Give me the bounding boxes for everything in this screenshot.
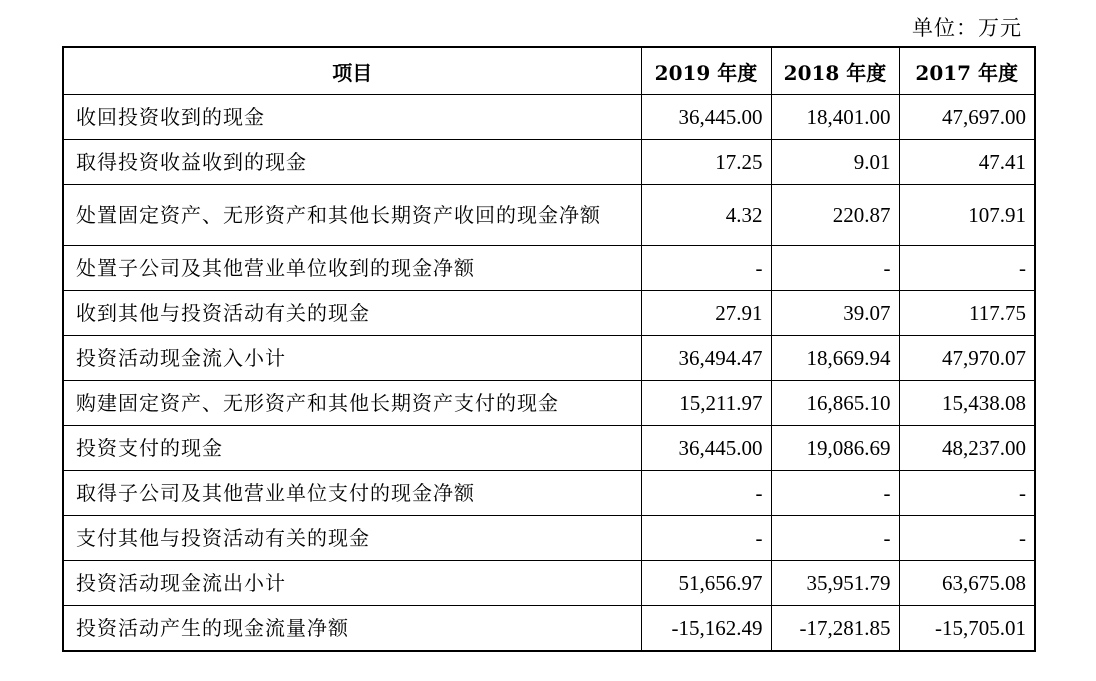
table-row [63,140,1035,185]
row-label: 收回投资收到的现金 [63,95,641,140]
value-2019: 36,494.47 [641,336,771,381]
row-label: 取得投资收益收到的现金 [63,140,641,185]
row-label: 投资支付的现金 [63,426,641,471]
value-2019: 15,211.97 [641,381,771,426]
row-label: 处置子公司及其他营业单位收到的现金净额 [63,246,641,291]
value-2019: 17.25 [641,140,771,185]
value-2018: 9.01 [771,140,899,185]
table-row [63,246,1035,291]
row-label: 投资活动现金流入小计 [63,336,641,381]
value-2017: 117.75 [899,291,1035,336]
header-item: 项目 [63,47,641,95]
value-2019: 51,656.97 [641,561,771,606]
value-2017: 63,675.08 [899,561,1035,606]
table-row [63,606,1035,652]
table-row [63,516,1035,561]
value-2017: 107.91 [899,185,1035,246]
row-label: 投资活动现金流出小计 [63,561,641,606]
table-row [63,381,1035,426]
value-2017: 47,970.07 [899,336,1035,381]
row-label: 收到其他与投资活动有关的现金 [63,291,641,336]
value-2019: -15,162.49 [641,606,771,652]
table-row [63,471,1035,516]
row-label: 投资活动产生的现金流量净额 [63,606,641,652]
value-2019: - [641,516,771,561]
value-2018: - [771,246,899,291]
value-2017: 15,438.08 [899,381,1035,426]
value-2018: 16,865.10 [771,381,899,426]
value-2017: - [899,471,1035,516]
value-2018: 35,951.79 [771,561,899,606]
header-year-2017: 2017 年度 [899,47,1035,95]
value-2018: -17,281.85 [771,606,899,652]
unit-label: 单位：万元 [912,16,1022,40]
value-2019: 36,445.00 [641,426,771,471]
value-2019: 27.91 [641,291,771,336]
value-2017: 48,237.00 [899,426,1035,471]
value-2018: 39.07 [771,291,899,336]
value-2019: - [641,246,771,291]
value-2018: - [771,516,899,561]
row-label: 支付其他与投资活动有关的现金 [63,516,641,561]
table-row [63,185,1035,246]
table-header-row [63,47,1035,95]
value-2018: 19,086.69 [771,426,899,471]
table-row [63,426,1035,471]
value-2017: - [899,246,1035,291]
value-2017: 47.41 [899,140,1035,185]
table-row [63,561,1035,606]
value-2017: -15,705.01 [899,606,1035,652]
table-row [63,336,1035,381]
value-2018: 18,401.00 [771,95,899,140]
value-2019: 4.32 [641,185,771,246]
value-2019: 36,445.00 [641,95,771,140]
value-2019: - [641,471,771,516]
row-label: 购建固定资产、无形资产和其他长期资产支付的现金 [63,381,641,426]
cash-flow-table [62,46,1036,652]
table-row [63,291,1035,336]
row-label: 处置固定资产、无形资产和其他长期资产收回的现金净额 [63,185,641,246]
header-year-2018: 2018 年度 [771,47,899,95]
value-2018: 18,669.94 [771,336,899,381]
value-2017: - [899,516,1035,561]
header-year-2019: 2019 年度 [641,47,771,95]
value-2018: 220.87 [771,185,899,246]
value-2018: - [771,471,899,516]
row-label: 取得子公司及其他营业单位支付的现金净额 [63,471,641,516]
value-2017: 47,697.00 [899,95,1035,140]
table-row [63,95,1035,140]
